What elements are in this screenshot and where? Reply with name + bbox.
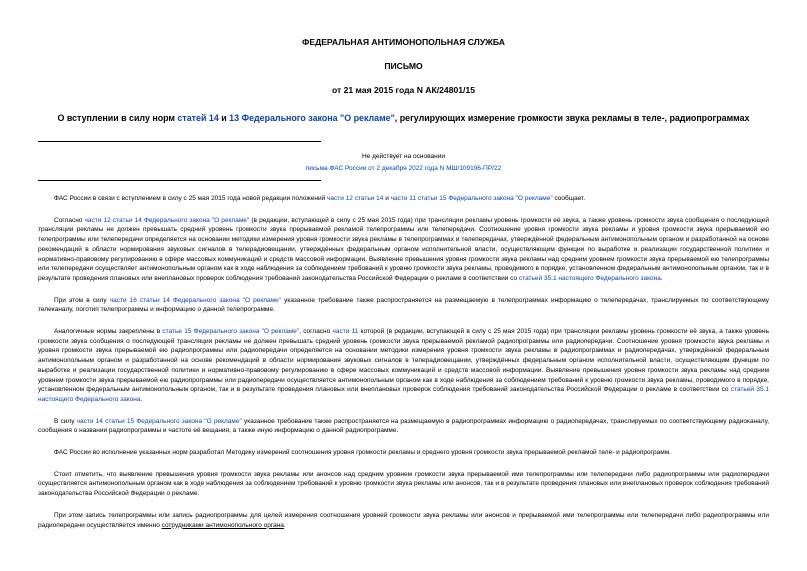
document-date-number: от 21 мая 2015 года N АК/24801/15 bbox=[331, 85, 475, 95]
p4-text-3: которой (в редакции, вступающей в силу с 25 мая 2015 года) при трансляции рекламы уровень громкости её звука, а также уровень громкости звука сообщения о последующей трансляции рекламы не должен превышать средний уровень громкости звука прерываемой рекламой радиопрограммы или радиопередачи. Соотношение уровня громкости звука рекламы и уровня громкости звука прерываемой ею радиопрограммы или радиопередачи определяется на основании методики измерения уровня громкости звука рекламы в радиопрограммах и радиопередачах, утверждённой федеральным антимонопольным органом и разработанной на основе рекомендаций в области нормирования звуковых сигналов в телерадиовещании, утверждённых федеральным органом исполнительной власти, осуществляющим функции по выработке и реализации государственной политики и нормативно-правовому регулированию в сфере массовых коммуникаций и средств массовой информации. Выявление превышения уровня громкости звука рекламы над средним уровнем громкости звука прерываемой ею радиопрограммы или радиопередачи осуществляется антимонопольным органом как в ходе наблюдения за соблюдением требований к уровню громкости звука рекламы, проводимого в порядке, установленном федеральным антимонопольным органом, так и в результате проведения плановых или внеплановых проверок соблюдения требований законодательства Российской Федерации о рекламе в соответствии со bbox=[38, 328, 770, 394]
paragraph-4 bbox=[38, 327, 769, 405]
p2-link-1[interactable]: части 12 статьи 14 Федерального закона "О рекламе" bbox=[84, 216, 250, 224]
p1-text-1: ФАС России в связи с вступлением в силу с 25 мая 2015 года новой редакции положений bbox=[54, 195, 328, 202]
paragraph-8 bbox=[38, 511, 769, 530]
p5-link-1[interactable]: части 14 статьи 15 Федерального закона "О рекламе" bbox=[76, 417, 242, 425]
paragraph-1 bbox=[38, 194, 769, 204]
p1-link-1[interactable]: части 12 статьи 14 bbox=[327, 195, 384, 202]
p4-link-1[interactable]: статье 15 Федерального закона "О рекламе" bbox=[162, 328, 300, 336]
status-line: Не действует на основании bbox=[362, 153, 445, 160]
p2-text-2: (в редакции, вступающей в силу с 25 мая 2015 года) при трансляции рекламы уровень громкости её звука, а также уровень громкости звука сообщения о последующей трансляции рекламы не должен превышать средний уровень громкости звука прерываемой рекламой телепрограммы или телепередачи. Соотношение уровня громкости звука рекламы и уровня громкости звука прерываемой ею телепрограммы или телепередачи определяется на основании методики измерения уровня громкости звука рекламы в телепрограммах и телепередачах, утверждённой федеральным антимонопольным органом и разработанной на основе рекомендаций в области нормирования звуковых сигналов в телерадиовещании, утверждённых федеральным органом исполнительной власти, осуществляющим функции по выработке и реализации государственной политики и нормативно-правовому регулированию в сфере массовых коммуникаций и средств массовой информации. Выявление превышения уровня громкости звука рекламы над средним уровнем громкости звука прерываемой ею телепрограммы или телепередачи осуществляет антимонопольным органом как в ходе наблюдения за соблюдением требований к уровню громкости звука рекламы, проводимого в порядке, установленном федеральным антимонопольным органом, так и в результате проведения плановых или внеплановых проверок соблюдения требований законодательства Российской Федерации о рекламе в соответствии со bbox=[38, 216, 769, 282]
title-text-2: и bbox=[218, 113, 230, 123]
p3-text-2: указанное требование также распространяется на размещаемую в телепрограммах информацию о телепередачах, транслируемых по соответствующему телеканалу, логотип телепрограммы и информацию о данной телепрограмме. bbox=[38, 296, 770, 314]
p2-text-1: Согласно bbox=[54, 216, 85, 224]
paragraph-2 bbox=[38, 216, 769, 284]
p5-text-2: указанное требование также распространяется на размещаемую в радиопрограммах информацию о радиопередачах, транслируемых по соответствующему радиоканалу, сообщения о названии радиопрограммы и частоте её вещания, а также иную информацию о данной радиопрограмме. bbox=[38, 417, 769, 435]
title-text-1: О вступлении в силу норм bbox=[57, 113, 178, 123]
document-title bbox=[38, 96, 769, 124]
p4-text-4: . bbox=[140, 395, 143, 403]
paragraph-5 bbox=[38, 417, 769, 436]
letter-body bbox=[38, 194, 769, 530]
p3-link-1[interactable]: части 16 статьи 14 Федерального закона "О рекламе" bbox=[109, 296, 282, 304]
p5-text-1: В силу bbox=[54, 417, 77, 425]
paragraph-6 bbox=[38, 448, 769, 458]
paragraph-3 bbox=[38, 296, 769, 315]
p2-link-2[interactable]: статьей 35.1 настоящего Федерального закона bbox=[518, 274, 661, 282]
title-text-3: , регулирующих измерение громкости звука рекламы в теле-, радиопрограммах bbox=[394, 113, 750, 123]
p4-link-3[interactable]: статьей 35.1 настоящего Федерального закона bbox=[38, 386, 769, 403]
p1-text-2: и bbox=[383, 195, 391, 202]
p4-text-2: , согласно bbox=[299, 328, 333, 336]
status-link[interactable]: письма ФАС России от 2 декабря 2022 года N МШ/109196-ПР/22 bbox=[305, 165, 502, 172]
p4-text-1: Аналогичные нормы закреплены в bbox=[54, 328, 163, 336]
status-note bbox=[38, 151, 769, 175]
paragraph-7 bbox=[38, 470, 769, 499]
p8-text-1: При этом запись телепрограммы или запись радиопрограммы для целей измерения соотношения уровней громкости звука рекламы или анонсов и прерываемой ими телепрограммы или телепередачи либо радиопрограммы или радиопередачи осуществляется именно bbox=[38, 511, 769, 529]
p2-text-3: . bbox=[660, 274, 663, 282]
divider-bottom bbox=[38, 180, 321, 181]
p6-text-1: ФАС России во исполнение указанных норм разработал Методику измерений соотношения уровня громкости рекламы и среднего уровня громкости звука прерываемой рекламой теле- и радиопрограмм. bbox=[54, 449, 671, 457]
organization-name: ФЕДЕРАЛЬНАЯ АНТИМОНОПОЛЬНАЯ СЛУЖБА bbox=[302, 37, 505, 47]
p8-text-2: . bbox=[283, 521, 286, 529]
p7-text-1: Стоит отметить, что выявление превышения уровня громкости звука рекламы или анонсов над средним уровнем громкости звука прерываемой ими телепрограммы или телепередачи либо радиопрограммы или радиопередачи осуществляется антимонопольным органом как в ходе наблюдения за соблюдением требований к уровню громкости звука рекламы или анонсов, так и в результате проведения плановых или внеплановых проверок соблюдения требований законодательства Российской Федерации о рекламе. bbox=[38, 470, 769, 498]
link-articles-14[interactable]: статей 14 bbox=[177, 113, 219, 123]
document-type: ПИСЬМО bbox=[384, 61, 423, 71]
p8-underlined-text: сотрудниками антимонопольного органа bbox=[161, 521, 284, 529]
p1-text-3: сообщает. bbox=[552, 195, 586, 202]
link-articles-13-law[interactable]: 13 Федерального закона "О рекламе" bbox=[229, 113, 395, 123]
p4-link-2[interactable]: части 11 bbox=[332, 328, 359, 336]
divider-top bbox=[38, 141, 321, 142]
p1-link-2[interactable]: части 11 статьи 15 Федерального закона "О рекламе" bbox=[390, 195, 553, 202]
p3-text-1: При этом в силу bbox=[54, 296, 110, 304]
